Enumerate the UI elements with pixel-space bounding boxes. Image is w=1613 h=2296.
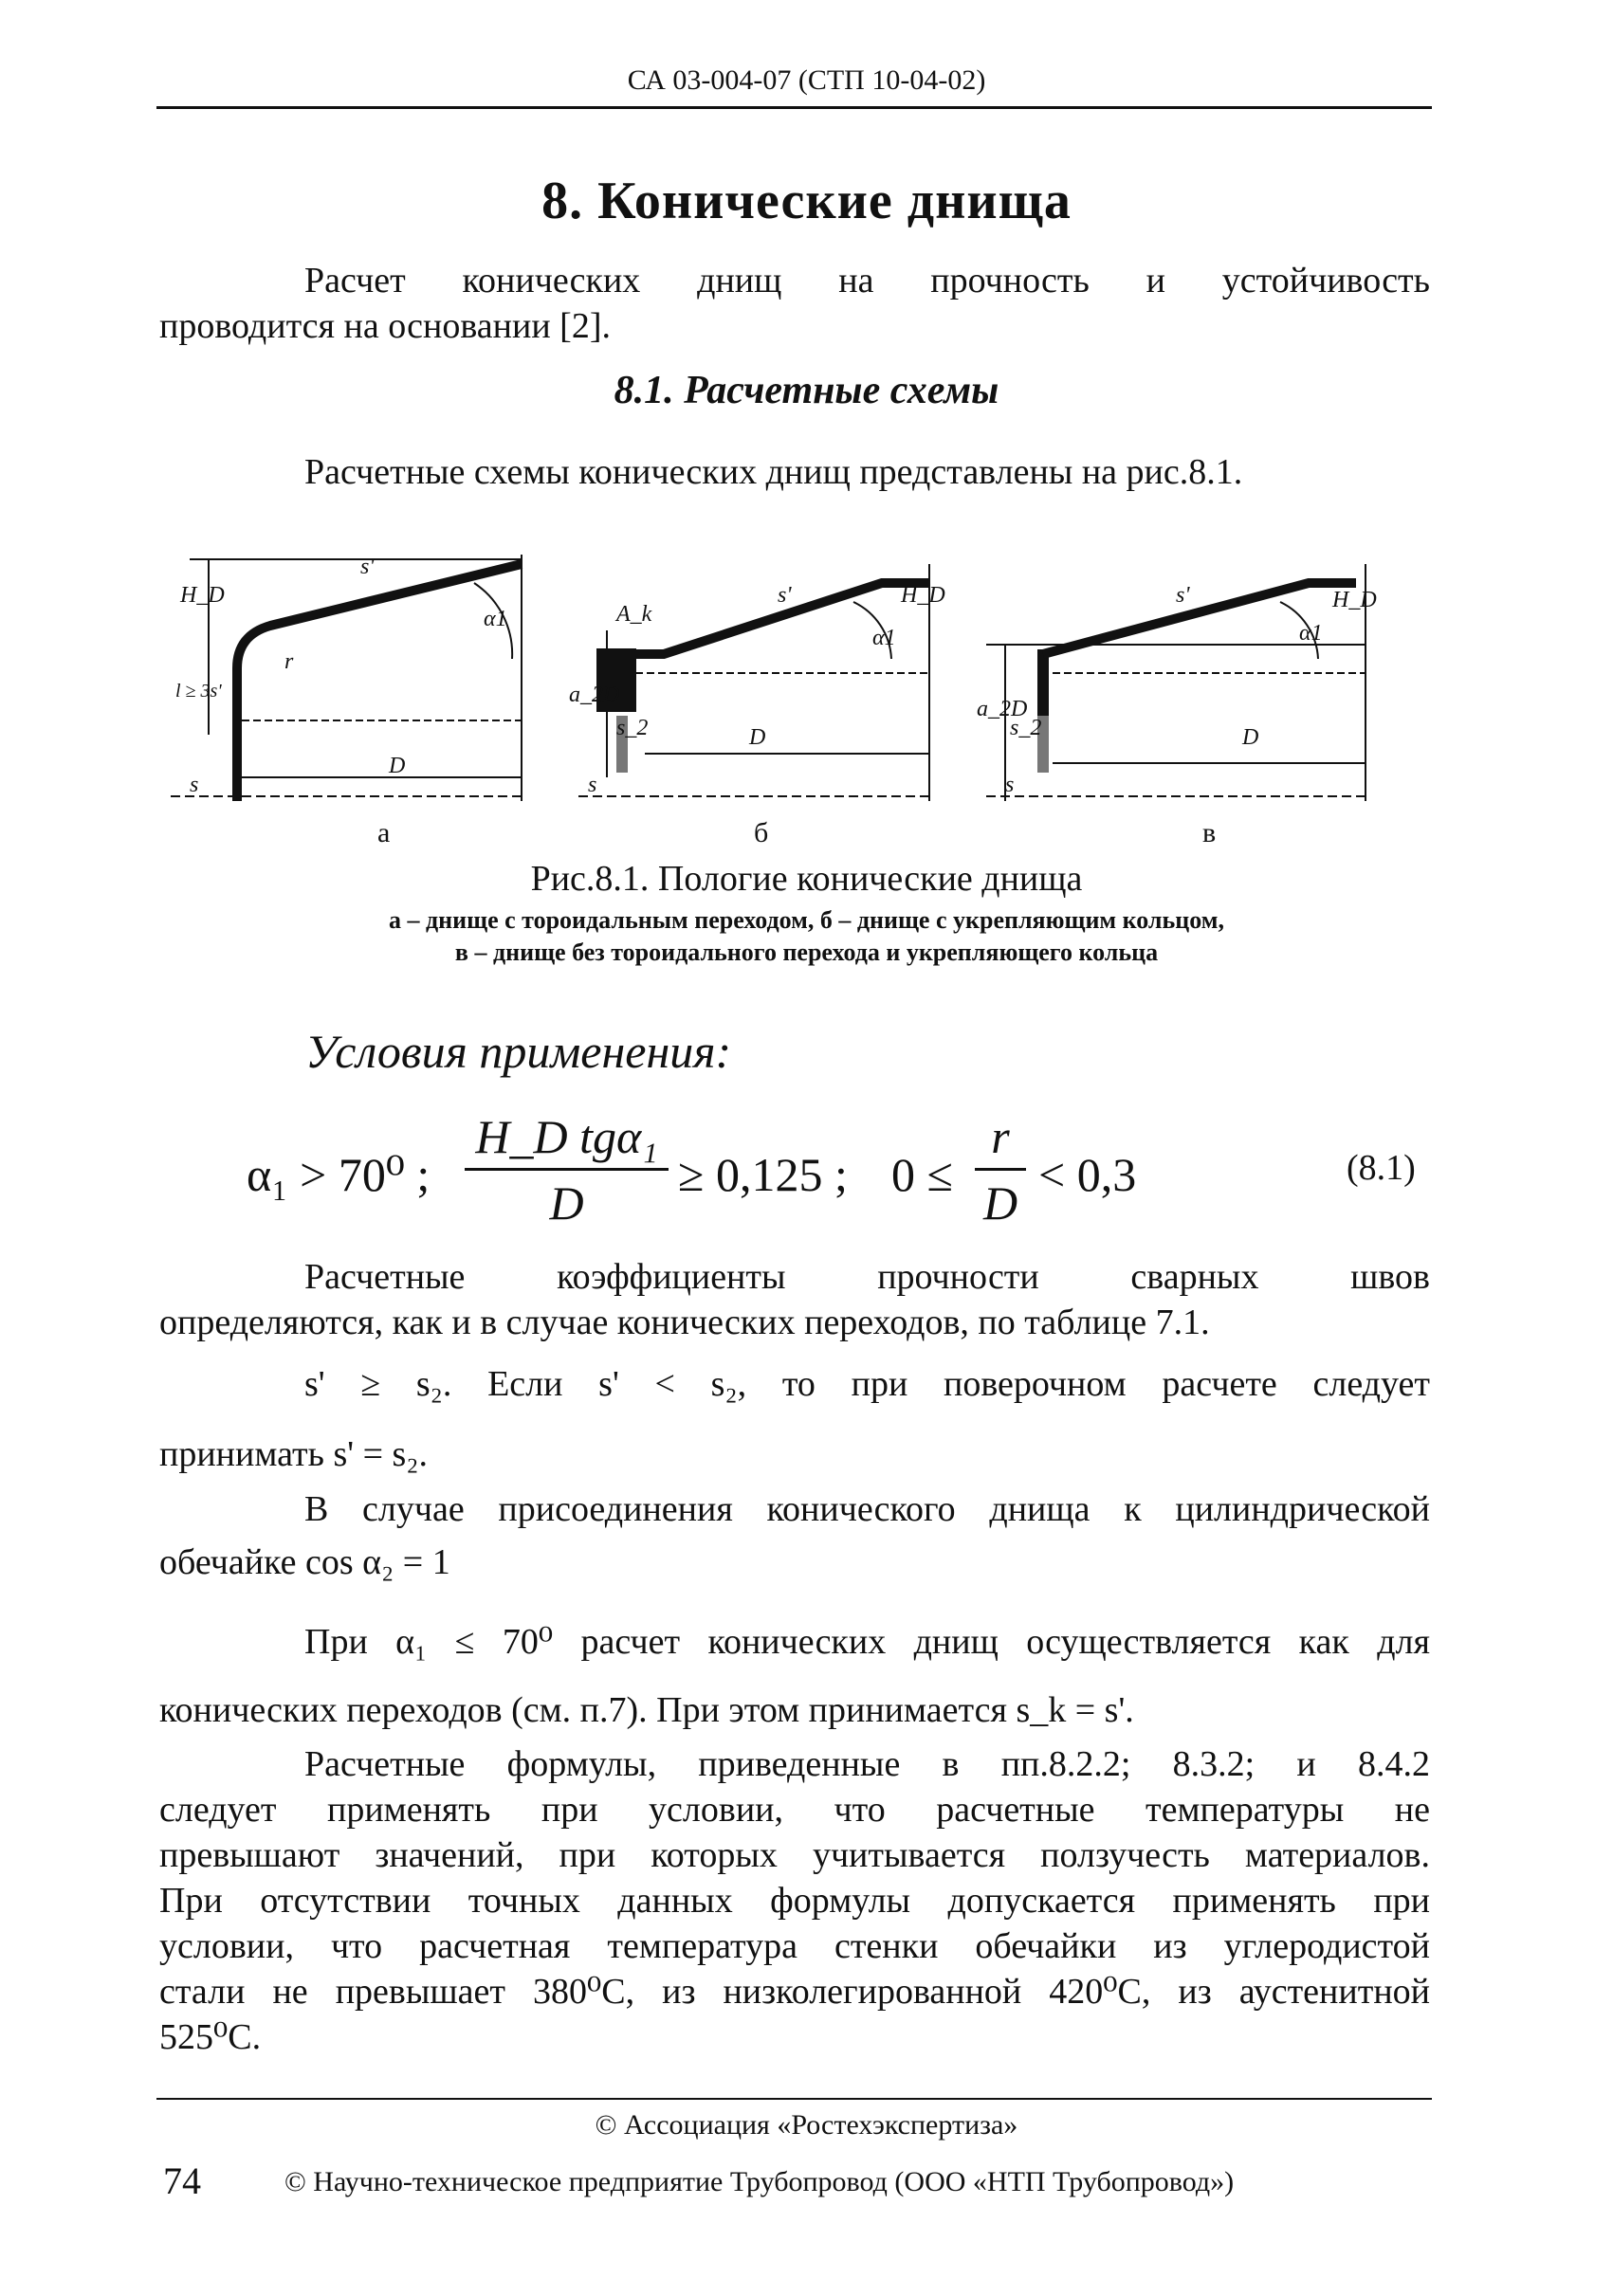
p5-line-4: При отсутствии точных данных формулы допускается применять при	[159, 1881, 1430, 1921]
label-b-a2d: a_2D	[569, 683, 620, 707]
figure-caption: Рис.8.1. Пологие конические днища	[530, 859, 1083, 899]
p4-line-2: конических переходов (см. п.7). При этом принимается s_k = s'.	[159, 1690, 1134, 1730]
footer-rule	[156, 2098, 1432, 2100]
page-number: 74	[163, 2159, 201, 2202]
p1-line-1: Расчетные коэффициенты прочности сварных швов	[304, 1257, 1430, 1297]
label-a-s: s	[190, 773, 199, 797]
label-v-s: s	[1005, 773, 1015, 797]
label-v-a2d: a_2D	[977, 697, 1028, 721]
formula-cond-3-right: < 0,3	[1038, 1148, 1137, 1201]
label-a-l: l ≥ 3s'	[175, 681, 222, 702]
label-a-alpha: α1	[484, 607, 507, 631]
paragraph-weld-coefficients	[159, 1254, 1430, 1345]
diagram-b	[578, 564, 929, 801]
label-b-s1: s'	[778, 583, 792, 608]
document-code: СА 03-004-07 (СТП 10-04-02)	[627, 64, 986, 96]
p3-line-2: обечайке cos α₂ = 1	[159, 1542, 450, 1582]
p5-line-6: стали не превышает 380⁰С, из низколегированной 420⁰С, из аустенитной	[159, 1972, 1430, 2012]
label-v-alpha: α1	[1299, 621, 1323, 646]
label-b-alpha: α1	[872, 626, 896, 650]
footer-copyright-1: © Ассоциация «Ростехэкспертиза»	[595, 2109, 1018, 2141]
p2-line-2: принимать s' = s₂.	[159, 1434, 429, 1474]
figure-subcaption-2: в – днище без тороидального перехода и укрепляющего кольца	[454, 938, 1159, 966]
intro-paragraph	[159, 258, 1430, 349]
label-b-hd: H_D	[901, 583, 945, 608]
label-v-hd: H_D	[1332, 588, 1377, 612]
figure-subcaption-1: а – днище с тороидальным переходом, б – днище с укрепляющим кольцом,	[389, 906, 1224, 934]
label-v-s1: s'	[1176, 583, 1190, 608]
formula-cond-1: α₁ > 70⁰ ;	[247, 1148, 431, 1201]
figure-letter-v: в	[1202, 817, 1217, 848]
figure-8-1	[171, 545, 1441, 834]
header-rule	[156, 106, 1432, 109]
p5-line-1: Расчетные формулы, приведенные в пп.8.2.2; 8.3.2; и 8.4.2	[304, 1744, 1430, 1784]
formula-frac2-den: D	[982, 1176, 1018, 1230]
label-b-d: D	[749, 725, 766, 750]
figure-letter-b: б	[754, 817, 769, 848]
conditions-title: Условия применения:	[305, 1025, 732, 1078]
label-v-d: D	[1242, 725, 1259, 750]
intro-line-1: Расчет конических днищ на прочность и устойчивость	[304, 261, 1430, 301]
formula-frac-num: H_D tgα₁	[475, 1110, 658, 1163]
section-title: 8.1. Расчетные схемы	[614, 369, 999, 412]
formula-cond-2: ≥ 0,125 ;	[678, 1148, 848, 1201]
paragraph-formulas-applicability	[159, 1741, 1430, 2060]
p5-line-2: следует применять при условии, что расчетные температуры не	[159, 1790, 1430, 1830]
figure-drawing	[171, 545, 1441, 834]
p5-line-5: условии, что расчетная температура стенки обечайки из углеродистой	[159, 1926, 1430, 1966]
p4-line-1: При α₁ ≤ 70⁰ расчет конических днищ осуществляется как для	[304, 1622, 1430, 1662]
paragraph-alpha-condition	[159, 1619, 1430, 1733]
label-b-s2: s_2	[616, 716, 649, 740]
paragraph-cylinder-connection	[159, 1486, 1430, 1585]
intro-line-2: проводится на основании [2].	[159, 306, 611, 346]
p3-line-1: В случае присоединения конического днища к цилиндрической	[304, 1489, 1430, 1529]
fraction-bar-2	[975, 1168, 1026, 1171]
equation-number: (8.1)	[1347, 1148, 1416, 1188]
formula-8-1	[247, 1109, 1432, 1242]
paragraph-thickness-condition	[159, 1358, 1430, 1477]
figure-letter-a: а	[377, 817, 391, 848]
label-a-hd: H_D	[180, 583, 225, 608]
fraction-bar-1	[465, 1168, 669, 1171]
label-b-ak: A_k	[616, 602, 652, 627]
label-a-d: D	[389, 754, 406, 778]
label-v-s2: s_2	[1010, 716, 1042, 740]
formula-frac2-num: r	[991, 1110, 1010, 1163]
formula-frac-den: D	[549, 1176, 584, 1230]
label-b-s: s	[588, 773, 597, 797]
section-text	[159, 449, 1430, 495]
section-text-line: Расчетные схемы конических днищ представлены на рис.8.1.	[304, 452, 1243, 492]
p5-line-3: превышают значений, при которых учитывается ползучесть материалов.	[159, 1835, 1430, 1875]
formula-cond-3-left: 0 ≤	[891, 1148, 953, 1201]
label-a-s1: s'	[360, 555, 375, 579]
p2-line-1: s' ≥ s₂. Если s' < s₂, то при поверочном расчете следует	[304, 1364, 1430, 1404]
p1-line-2: определяются, как и в случае конических переходов, по таблице 7.1.	[159, 1303, 1210, 1342]
p5-line-7: 525⁰С.	[159, 2017, 262, 2057]
label-a-r: r	[284, 649, 294, 674]
footer-copyright-2: © Научно-техническое предприятие Трубопровод (ООО «НТП Трубопровод»)	[284, 2166, 1235, 2197]
chapter-title: 8. Конические днища	[541, 172, 1072, 230]
